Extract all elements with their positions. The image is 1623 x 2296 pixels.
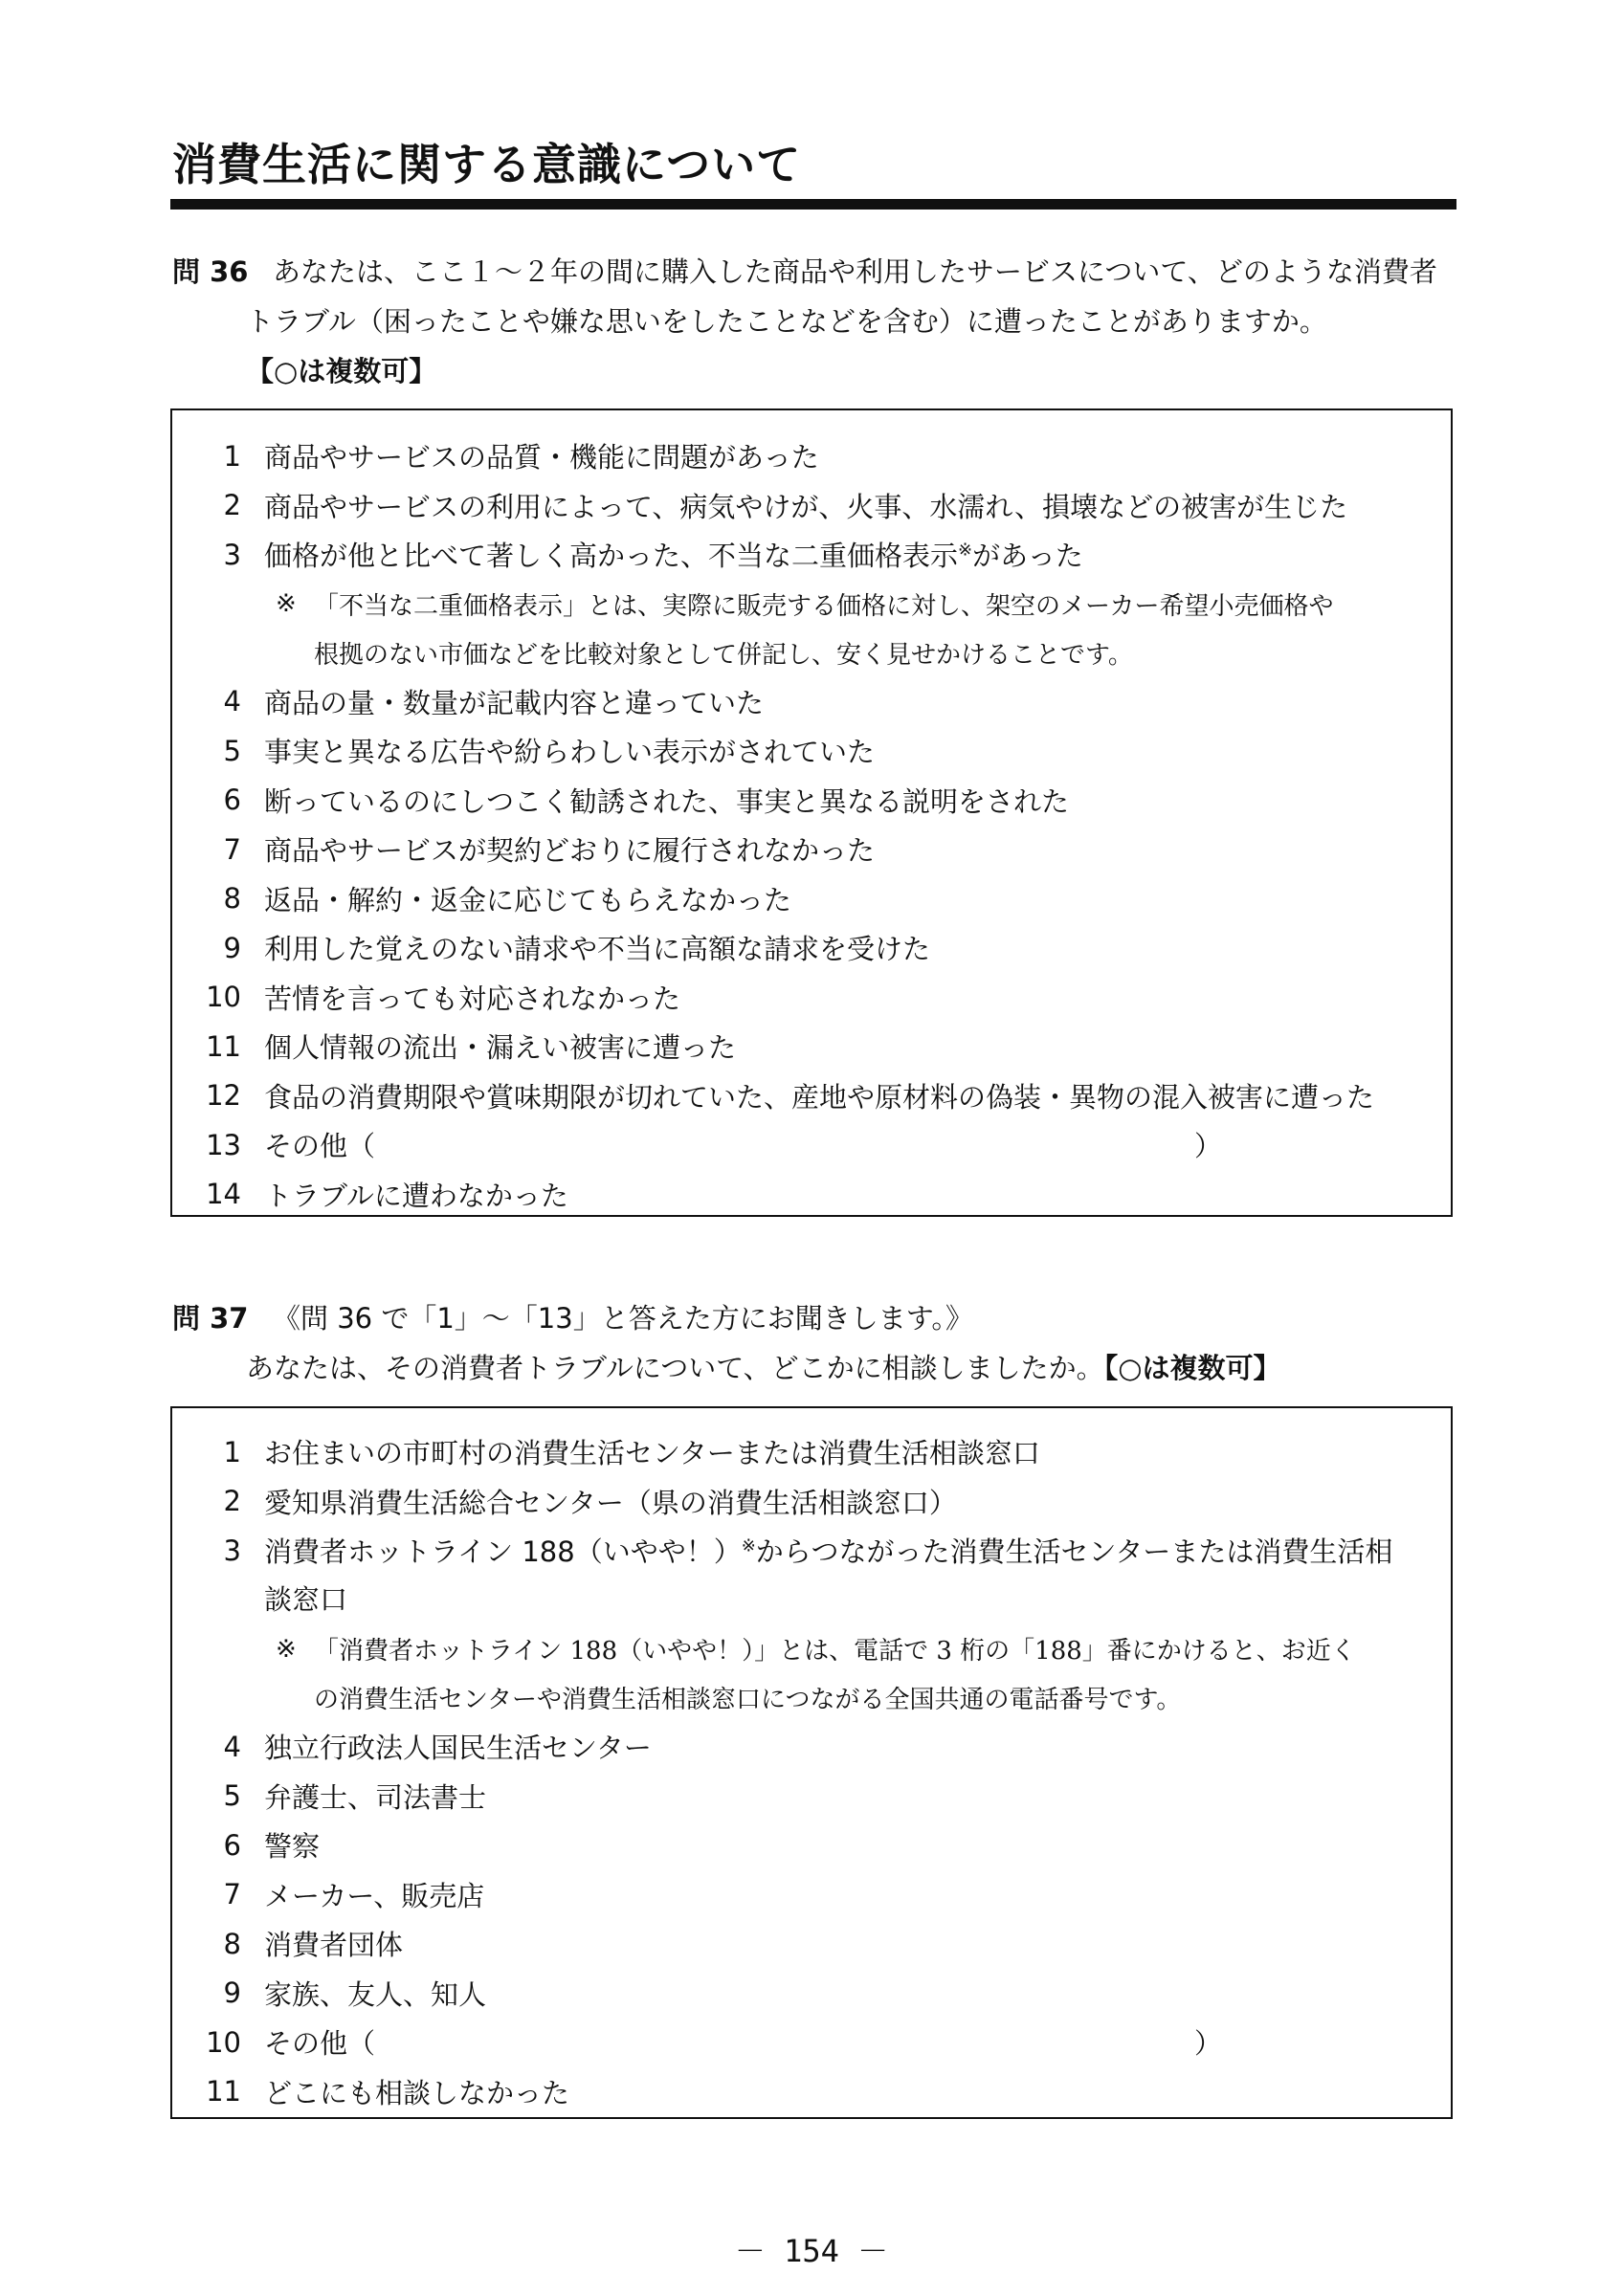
option-label: 断っているのにしつこく勧誘された、事実と異なる説明をされた: [264, 784, 1070, 818]
option-label: 利用した覚えのない請求や不当に高額な請求を受けた: [264, 933, 931, 966]
option-q36-3[interactable]: [172, 530, 1451, 580]
option-label: メーカー、販売店: [264, 1879, 485, 1912]
option-label: 消費者団体: [264, 1929, 404, 1962]
note-text: 「不当な二重価格表示」とは、実際に販売する価格に対し、架空のメーカー希望小売価格や: [314, 591, 1334, 621]
option-q36-1[interactable]: [172, 431, 1451, 481]
option-number: 13: [206, 1128, 241, 1161]
option-q37-3[interactable]: [172, 1526, 1451, 1576]
question-text-line2: トラブル（困ったことや嫌な思いをしたことなどを含む）に遭ったことがありますか。: [246, 305, 1327, 338]
option-label: 警察: [264, 1830, 321, 1864]
option-q36-7[interactable]: [172, 825, 1451, 874]
option-label: 消費者ホットライン 188（いやや！）: [264, 1535, 742, 1569]
option-q36-13[interactable]: [172, 1120, 1451, 1170]
question-instruction: 【○は複数可】: [246, 355, 437, 387]
option-q37-2[interactable]: [172, 1477, 1451, 1527]
option-q37-8[interactable]: [172, 1919, 1451, 1969]
question-36: [172, 247, 1464, 396]
option-label: 弁護士、司法書士: [264, 1780, 487, 1814]
option-label-wrap: 談窓口: [264, 1582, 348, 1616]
title-divider: [170, 199, 1456, 210]
option-label-cont: があった: [972, 540, 1083, 573]
option-number: 11: [206, 2075, 241, 2108]
option-label: 返品・解約・返金に応じてもらえなかった: [264, 883, 792, 916]
option-number: 10: [206, 981, 241, 1014]
option-q36-6[interactable]: [172, 776, 1451, 826]
option-label: 独立行政法人国民生活センター: [264, 1732, 652, 1765]
option-number: 1: [223, 1435, 241, 1468]
option-number: 3: [223, 538, 241, 571]
option-q36-14[interactable]: [172, 1170, 1451, 1220]
question-text-line1: 《問 36 で「1」～「13」と答えた方にお聞きします。》: [273, 1302, 973, 1335]
option-number: 7: [223, 832, 241, 866]
option-q37-10[interactable]: [172, 2018, 1451, 2067]
q37-note-line2: の消費生活センターや消費生活相談窓口につながる全国共通の電話番号です。: [314, 1686, 1182, 1714]
question-number: 問 36: [172, 255, 249, 288]
option-label: 商品やサービスの品質・機能に問題があった: [264, 441, 819, 475]
option-label: 愛知県消費生活総合センター（県の消費生活相談窓口）: [264, 1486, 957, 1519]
question-number: 問 37: [172, 1302, 249, 1335]
option-number: 4: [223, 685, 241, 718]
question-text-line1: あなたは、ここ１～２年の間に購入した商品や利用したサービスについて、どのような消費者: [273, 255, 1437, 288]
option-number: 9: [223, 931, 241, 964]
section-title: 消費生活に関する意識について: [172, 139, 802, 190]
question-37: [172, 1293, 1464, 1393]
option-q37-1[interactable]: [172, 1427, 1451, 1477]
option-label: その他（: [264, 1130, 376, 1163]
option-label: どこにも相談しなかった: [264, 2076, 570, 2109]
note-text: 「消費者ホットライン 188（いやや！）」とは、電話で 3 桁の「188」番にかけると、お近く: [314, 1637, 1356, 1666]
option-label: 商品やサービスの利用によって、病気やけが、火事、水濡れ、損壊などの被害が生じた: [264, 490, 1348, 523]
option-number: 6: [223, 1828, 241, 1862]
other-close-paren: ）: [1194, 1130, 1223, 1163]
option-number: 2: [223, 489, 241, 522]
option-label: 苦情を言っても対応されなかった: [264, 982, 681, 1015]
option-label: 食品の消費期限や賞味期限が切れていた、産地や原材料の偽装・異物の混入被害に遭った: [264, 1080, 1375, 1114]
option-label-cont: からつながった消費生活センターまたは消費生活相: [755, 1535, 1393, 1569]
question-text-line2: あなたは、その消費者トラブルについて、どこかに相談しましたか。: [246, 1352, 1104, 1384]
other-close-paren: ）: [1194, 2027, 1223, 2061]
option-number: 9: [223, 1976, 241, 2010]
option-q37-4[interactable]: [172, 1722, 1451, 1772]
option-label: その他（: [264, 2027, 376, 2061]
option-number: 10: [206, 2025, 241, 2059]
question-instruction: 【○は複数可】: [1103, 1352, 1281, 1384]
option-label: 個人情報の流出・漏えい被害に遭った: [264, 1031, 737, 1065]
option-number: 1: [223, 439, 241, 473]
option-label: 商品やサービスが契約どおりに履行されなかった: [264, 834, 876, 868]
option-label: 価格が他と比べて著しく高かった、不当な二重価格表示: [264, 540, 959, 573]
option-number: 5: [223, 1779, 241, 1813]
option-q36-9[interactable]: [172, 923, 1451, 973]
q36-note-line2: 根拠のない市価などを比較対象として併記し、安く見せかけることです。: [314, 640, 1133, 670]
option-number: 7: [223, 1878, 241, 1911]
option-label: 事実と異なる広告や紛らわしい表示がされていた: [264, 736, 876, 769]
option-q37-5[interactable]: [172, 1772, 1451, 1821]
option-label: トラブルに遭わなかった: [264, 1179, 568, 1212]
option-label: 家族、友人、知人: [264, 1977, 487, 2011]
option-q37-6[interactable]: [172, 1821, 1451, 1870]
note-reference: ※: [741, 1535, 756, 1556]
q36-note-line1: [172, 580, 1451, 629]
option-number: 8: [223, 1927, 241, 1960]
q36-options-box: [170, 408, 1453, 1217]
option-label: お住まいの市町村の消費生活センターまたは消費生活相談窓口: [264, 1437, 1040, 1470]
option-number: 3: [223, 1534, 241, 1567]
note-reference: ※: [958, 540, 973, 561]
option-number: 11: [206, 1029, 241, 1063]
option-q36-5[interactable]: [172, 726, 1451, 776]
option-q37-11[interactable]: [172, 2067, 1451, 2117]
option-number: 5: [223, 734, 241, 767]
option-number: 6: [223, 784, 241, 817]
note-mark: ※: [276, 589, 297, 618]
q37-note-line1: [172, 1624, 1451, 1673]
option-number: 4: [223, 1730, 241, 1763]
option-label: 商品の量・数量が記載内容と違っていた: [264, 686, 765, 719]
option-number: 14: [206, 1178, 241, 1211]
page-number: － 154 －: [734, 2233, 889, 2269]
option-q37-9[interactable]: [172, 1969, 1451, 2019]
option-q36-11[interactable]: [172, 1022, 1451, 1071]
option-number: 8: [223, 882, 241, 916]
option-q36-4[interactable]: [172, 677, 1451, 727]
option-number: 2: [223, 1485, 241, 1518]
option-q36-8[interactable]: [172, 874, 1451, 924]
option-q36-10[interactable]: [172, 973, 1451, 1023]
option-q36-2[interactable]: [172, 481, 1451, 531]
q37-options-box: [170, 1406, 1453, 2119]
option-q36-12[interactable]: [172, 1071, 1451, 1121]
option-number: 12: [206, 1079, 241, 1113]
note-mark: ※: [276, 1634, 297, 1664]
option-q37-7[interactable]: [172, 1870, 1451, 1920]
